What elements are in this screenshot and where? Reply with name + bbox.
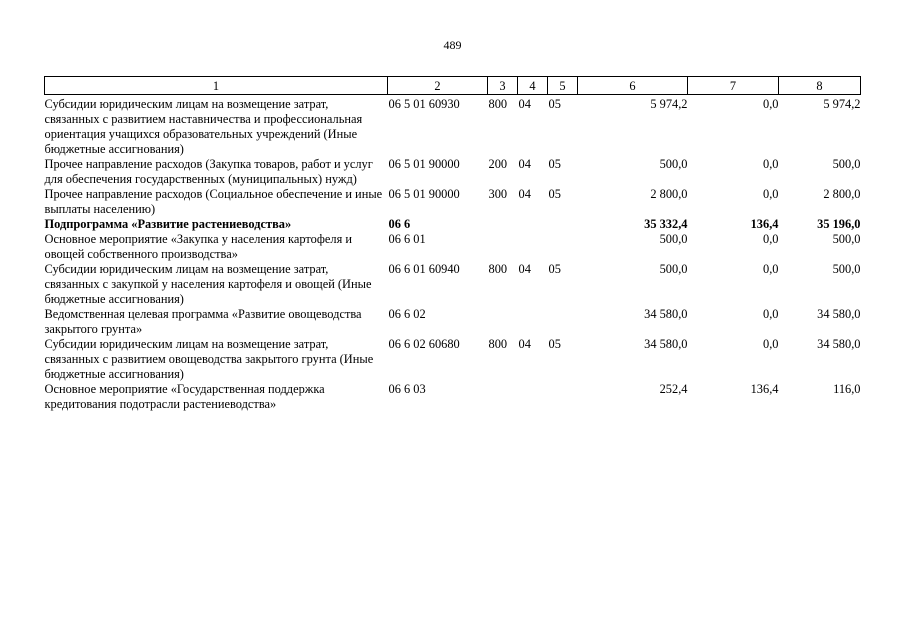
table-row	[45, 187, 861, 217]
page-number: 489	[443, 38, 462, 52]
row-value-8: 2 800,0	[823, 187, 861, 201]
row-code: 06 5 01 60930	[388, 97, 460, 111]
row-value-6: 34 580,0	[644, 337, 688, 351]
row-value-6: 500,0	[659, 157, 688, 171]
row-expense-type	[488, 217, 518, 232]
column-header-1: 1	[45, 77, 388, 95]
row-code: 06 5 01 90000	[388, 187, 460, 201]
table-body	[45, 95, 861, 413]
row-value-6: 5 974,2	[650, 97, 688, 111]
row-expense-type	[488, 307, 518, 337]
row-subsection: 05	[548, 337, 561, 351]
row-value-8: 116,0	[833, 382, 861, 396]
row-expense-type: 800	[488, 337, 508, 351]
table-row	[45, 382, 861, 412]
row-section: 04	[518, 97, 531, 111]
table-row	[45, 262, 861, 307]
row-value-7: 0,0	[763, 187, 779, 201]
row-value-6: 35 332,4	[644, 217, 688, 231]
row-value-7: 0,0	[763, 97, 779, 111]
row-value-7: 0,0	[763, 337, 779, 351]
row-code: 06 6 02	[388, 307, 426, 321]
row-expense-type: 800	[488, 262, 508, 276]
row-section: 04	[518, 187, 531, 201]
row-name: Подпрограмма «Развитие растениеводства»	[44, 217, 292, 231]
row-subsection	[548, 382, 578, 412]
row-name: Субсидии юридическим лицам на возмещение затрат, связанных с развитием овощеводства закрытого грунта (Иные бюджетные ассигнования)	[44, 337, 374, 381]
row-subsection: 05	[548, 187, 561, 201]
row-code: 06 6 01	[388, 232, 426, 246]
row-expense-type: 200	[488, 157, 508, 171]
row-section	[518, 232, 548, 262]
row-value-8: 500,0	[832, 157, 861, 171]
row-subsection	[548, 217, 578, 232]
row-subsection	[548, 232, 578, 262]
row-value-8: 34 580,0	[817, 337, 861, 351]
column-header-4: 4	[518, 77, 548, 95]
row-value-6: 34 580,0	[644, 307, 688, 321]
row-section: 04	[518, 157, 531, 171]
row-subsection: 05	[548, 157, 561, 171]
row-name: Ведомственная целевая программа «Развитие овощеводства закрытого грунта»	[44, 307, 362, 336]
row-code: 06 6 02 60680	[388, 337, 460, 351]
column-number-header	[45, 77, 861, 95]
row-name: Субсидии юридическим лицам на возмещение затрат, связанных с закупкой у населения картофеля и овощей (Иные бюджетные ассигнования)	[44, 262, 372, 306]
row-name: Прочее направление расходов (Закупка товаров, работ и услуг для обеспечения государственных (муниципальных) нужд)	[44, 157, 373, 186]
row-expense-type: 300	[488, 187, 508, 201]
row-value-6: 2 800,0	[650, 187, 688, 201]
row-expense-type: 800	[488, 97, 508, 111]
row-code: 06 5 01 90000	[388, 157, 460, 171]
row-section	[518, 382, 548, 412]
row-section: 04	[518, 337, 531, 351]
row-section	[518, 217, 548, 232]
row-value-8: 500,0	[832, 262, 861, 276]
column-header-3: 3	[488, 77, 518, 95]
row-value-7: 136,4	[750, 217, 779, 231]
row-expense-type	[488, 232, 518, 262]
table-row	[45, 337, 861, 382]
row-code: 06 6	[388, 217, 411, 231]
column-header-5: 5	[548, 77, 578, 95]
table-row	[45, 307, 861, 337]
row-value-7: 0,0	[763, 157, 779, 171]
row-code: 06 6 03	[388, 382, 426, 396]
row-value-6: 252,4	[659, 382, 688, 396]
row-name: Основное мероприятие «Государственная поддержка кредитования подотрасли растениеводства»	[44, 382, 325, 411]
row-value-7: 0,0	[763, 232, 779, 246]
row-name: Субсидии юридическим лицам на возмещение затрат, связанных с развитием наставничества и профессиональная ориентация учащихся образовательных учреждений (Иные бюджетные ассигнования)	[44, 97, 363, 156]
row-subsection: 05	[548, 262, 561, 276]
row-value-8: 35 196,0	[817, 217, 861, 231]
row-value-6: 500,0	[659, 262, 688, 276]
table-row	[45, 232, 861, 262]
table-row	[45, 95, 861, 158]
row-code: 06 6 01 60940	[388, 262, 460, 276]
row-expense-type	[488, 382, 518, 412]
column-header-7: 7	[688, 77, 779, 95]
row-section: 04	[518, 262, 531, 276]
row-value-8: 5 974,2	[823, 97, 861, 111]
row-value-8: 34 580,0	[817, 307, 861, 321]
table-row	[45, 217, 861, 232]
column-header-6: 6	[578, 77, 688, 95]
row-subsection	[548, 307, 578, 337]
column-header-8: 8	[779, 77, 861, 95]
row-name: Прочее направление расходов (Социальное обеспечение и иные выплаты населению)	[44, 187, 383, 216]
column-header-2: 2	[388, 77, 488, 95]
row-value-8: 500,0	[832, 232, 861, 246]
row-name: Основное мероприятие «Закупка у населения картофеля и овощей собственного производства»	[44, 232, 352, 261]
row-section	[518, 307, 548, 337]
budget-table	[44, 76, 861, 412]
row-subsection: 05	[548, 97, 561, 111]
table-row	[45, 157, 861, 187]
row-value-7: 136,4	[750, 382, 779, 396]
row-value-7: 0,0	[763, 262, 779, 276]
row-value-7: 0,0	[763, 307, 779, 321]
row-value-6: 500,0	[659, 232, 688, 246]
